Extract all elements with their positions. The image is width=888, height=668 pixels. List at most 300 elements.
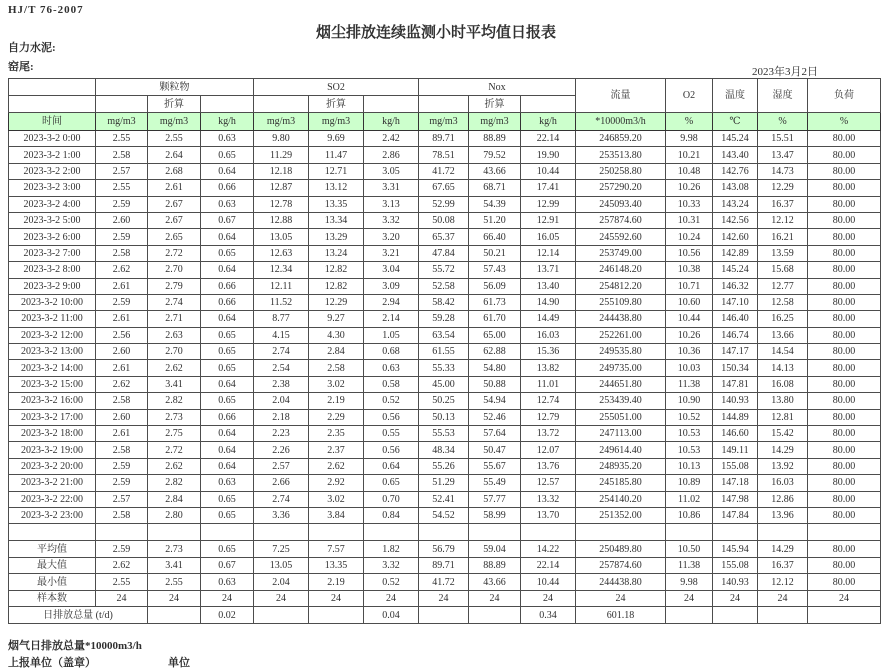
table-row [9,491,881,507]
value-cell: 2.58 [96,442,148,458]
time-cell: 2023-3-2 6:00 [9,229,96,245]
value-cell: 80.00 [808,344,881,360]
value-cell: 13.80 [758,393,808,409]
value-cell: 80.00 [808,507,881,523]
value-cell: 2.82 [148,393,201,409]
value-cell: 249735.00 [576,360,666,376]
page-title: 烟尘排放连续监测小时平均值日报表 [315,25,556,41]
value-cell: 248935.20 [576,458,666,474]
value-cell: 54.39 [469,196,521,212]
value-cell: 13.92 [758,458,808,474]
group-header-nox: Nox [419,79,576,96]
time-cell: 2023-3-2 21:00 [9,475,96,491]
value-cell: 4.30 [309,327,364,343]
value-cell: 10.53 [666,426,713,442]
blank-cell [576,524,666,541]
value-cell: 67.65 [419,180,469,196]
blank-cell [758,524,808,541]
value-cell: 2.57 [96,491,148,507]
value-cell: 61.73 [469,294,521,310]
value-cell: 80.00 [808,262,881,278]
value-cell: 13.29 [309,229,364,245]
time-cell: 2023-3-2 20:00 [9,458,96,474]
summary-value-cell: 0.02 [201,607,254,624]
value-cell: 15.51 [758,131,808,147]
value-cell: 12.14 [521,245,576,261]
summary-value-cell: 3.32 [364,557,419,574]
value-cell: 252261.00 [576,327,666,343]
value-cell: 12.34 [254,262,309,278]
value-cell: 80.00 [808,409,881,425]
value-cell: 80.00 [808,180,881,196]
table-row [9,163,881,179]
table-row [9,212,881,228]
summary-value-cell: 43.66 [469,574,521,591]
value-cell: 0.64 [201,458,254,474]
unit-cell: mg/m3 [254,113,309,131]
value-cell: 2.55 [96,180,148,196]
summary-value-cell: 13.05 [254,557,309,574]
value-cell: 2.70 [148,262,201,278]
blank-cell [521,96,576,113]
value-cell: 2.35 [309,426,364,442]
value-cell: 10.13 [666,458,713,474]
table-row [9,393,881,409]
unit-cell: % [666,113,713,131]
blank-cell [469,524,521,541]
value-cell: 11.01 [521,376,576,392]
value-cell: 0.64 [201,229,254,245]
value-cell: 41.72 [419,163,469,179]
value-cell: 2.73 [148,409,201,425]
blank-cell [808,524,881,541]
value-cell: 2.62 [96,262,148,278]
value-cell: 0.65 [201,147,254,163]
summary-value-cell: 10.44 [521,574,576,591]
value-cell: 45.00 [419,376,469,392]
value-cell: 54.52 [419,507,469,523]
summary-value-cell: 24 [469,590,521,607]
value-cell: 2.84 [148,491,201,507]
value-cell: 80.00 [808,475,881,491]
value-cell: 10.86 [666,507,713,523]
value-cell: 14.29 [758,442,808,458]
unit-cell: *10000m3/h [576,113,666,131]
summary-value-cell: 2.19 [309,574,364,591]
value-cell: 80.00 [808,131,881,147]
summary-value-cell: 88.89 [469,557,521,574]
monitoring-table [8,78,881,624]
summary-value-cell: 0.52 [364,574,419,591]
value-cell: 80.00 [808,393,881,409]
value-cell: 2.55 [148,131,201,147]
value-cell: 2.67 [148,212,201,228]
value-cell: 65.00 [469,327,521,343]
value-cell: 12.07 [521,442,576,458]
value-cell: 66.40 [469,229,521,245]
value-cell: 0.64 [201,311,254,327]
blank-cell [309,524,364,541]
blank-cell [364,524,419,541]
value-cell: 254812.20 [576,278,666,294]
table-row [9,294,881,310]
converted-header-pm: 折算 [148,96,201,113]
summary-value-cell: 24 [309,590,364,607]
value-cell: 0.65 [201,393,254,409]
value-cell: 3.21 [364,245,419,261]
blank-row [9,524,881,541]
value-cell: 2.59 [96,475,148,491]
value-cell: 2.75 [148,426,201,442]
table-row [9,426,881,442]
summary-value-cell: 2.62 [96,557,148,574]
value-cell: 253749.00 [576,245,666,261]
standard-code: HJ/T 76-2007 [8,4,84,16]
time-cell: 2023-3-2 13:00 [9,344,96,360]
value-cell: 3.05 [364,163,419,179]
summary-value-cell: 2.04 [254,574,309,591]
value-cell: 2.61 [148,180,201,196]
value-cell: 146.74 [713,327,758,343]
value-cell: 57.64 [469,426,521,442]
value-cell: 0.65 [201,327,254,343]
value-cell: 55.53 [419,426,469,442]
value-cell: 146.60 [713,426,758,442]
value-cell: 12.29 [309,294,364,310]
value-cell: 3.32 [364,212,419,228]
value-cell: 78.51 [419,147,469,163]
value-cell: 10.03 [666,360,713,376]
summary-value-cell: 24 [808,590,881,607]
value-cell: 2.61 [96,278,148,294]
summary-value-cell: 24 [201,590,254,607]
summary-value-cell: 9.98 [666,574,713,591]
value-cell: 0.64 [201,262,254,278]
value-cell: 80.00 [808,458,881,474]
summary-label: 平均值 [9,541,96,558]
value-cell: 2.60 [96,212,148,228]
summary-value-cell: 14.22 [521,541,576,558]
value-cell: 9.98 [666,131,713,147]
summary-value-cell: 2.55 [96,574,148,591]
blank-cell [96,96,148,113]
value-cell: 140.93 [713,393,758,409]
value-cell: 143.08 [713,180,758,196]
value-cell: 0.64 [201,442,254,458]
value-cell: 12.77 [758,278,808,294]
value-cell: 2.57 [254,458,309,474]
summary-value-cell: 22.14 [521,557,576,574]
value-cell: 80.00 [808,491,881,507]
value-cell: 3.09 [364,278,419,294]
report-date: 2023年3月2日 [752,66,818,78]
summary-value-cell: 80.00 [808,574,881,591]
value-cell: 88.89 [469,131,521,147]
value-cell: 0.65 [364,475,419,491]
value-cell: 147.17 [713,344,758,360]
blank-cell [419,96,469,113]
value-cell: 2.59 [96,458,148,474]
blank-cell [96,524,148,541]
unit-cell: % [808,113,881,131]
value-cell: 253439.40 [576,393,666,409]
blank-cell [201,524,254,541]
value-cell: 12.99 [521,196,576,212]
unit-cell: mg/m3 [419,113,469,131]
col-header-flow: 流量 [576,79,666,113]
value-cell: 0.67 [201,212,254,228]
value-cell: 13.72 [521,426,576,442]
table-row [9,360,881,376]
value-cell: 12.63 [254,245,309,261]
converted-header-nox: 折算 [469,96,521,113]
value-cell: 0.68 [364,344,419,360]
summary-value-cell: 89.71 [419,557,469,574]
value-cell: 147.10 [713,294,758,310]
summary-row [9,557,881,574]
value-cell: 50.88 [469,376,521,392]
value-cell: 147.81 [713,376,758,392]
value-cell: 3.13 [364,196,419,212]
value-cell: 12.57 [521,475,576,491]
value-cell: 2.80 [148,507,201,523]
table-row [9,376,881,392]
value-cell: 80.00 [808,360,881,376]
header-group-row [9,79,881,96]
value-cell: 12.71 [309,163,364,179]
value-cell: 245185.80 [576,475,666,491]
value-cell: 13.12 [309,180,364,196]
value-cell: 3.36 [254,507,309,523]
table-row [9,442,881,458]
value-cell: 80.00 [808,163,881,179]
value-cell: 13.35 [309,196,364,212]
value-cell: 0.84 [364,507,419,523]
value-cell: 142.60 [713,229,758,245]
value-cell: 17.41 [521,180,576,196]
value-cell: 257874.60 [576,212,666,228]
value-cell: 146.32 [713,278,758,294]
data-rows [9,131,881,524]
table-row [9,311,881,327]
value-cell: 142.76 [713,163,758,179]
value-cell: 2.74 [148,294,201,310]
value-cell: 11.29 [254,147,309,163]
value-cell: 2.38 [254,376,309,392]
value-cell: 12.79 [521,409,576,425]
value-cell: 14.90 [521,294,576,310]
value-cell: 13.66 [758,327,808,343]
table-row [9,327,881,343]
blank-cell [148,524,201,541]
summary-value-cell: 2.59 [96,541,148,558]
blank-cell [254,524,309,541]
value-cell: 89.71 [419,131,469,147]
value-cell: 80.00 [808,311,881,327]
value-cell: 52.99 [419,196,469,212]
value-cell: 11.52 [254,294,309,310]
summary-value-cell: 59.04 [469,541,521,558]
value-cell: 144.89 [713,409,758,425]
time-cell: 2023-3-2 16:00 [9,393,96,409]
value-cell: 13.34 [309,212,364,228]
blank-cell [9,524,96,541]
value-cell: 51.29 [419,475,469,491]
summary-value-cell: 80.00 [808,541,881,558]
value-cell: 0.70 [364,491,419,507]
value-cell: 55.33 [419,360,469,376]
time-cell: 2023-3-2 18:00 [9,426,96,442]
value-cell: 246859.20 [576,131,666,147]
value-cell: 146.40 [713,311,758,327]
value-cell: 10.33 [666,196,713,212]
summary-value-cell: 140.93 [713,574,758,591]
summary-value-cell: 24 [666,590,713,607]
col-header-o2: O2 [666,79,713,113]
value-cell: 2.61 [96,311,148,327]
unit-label: 单位 [168,657,190,668]
value-cell: 2.60 [96,344,148,360]
value-cell: 2.74 [254,491,309,507]
time-cell: 2023-3-2 14:00 [9,360,96,376]
value-cell: 4.15 [254,327,309,343]
value-cell: 16.05 [521,229,576,245]
value-cell: 58.42 [419,294,469,310]
value-cell: 3.20 [364,229,419,245]
value-cell: 47.84 [419,245,469,261]
value-cell: 0.64 [201,376,254,392]
value-cell: 147.84 [713,507,758,523]
summary-value-cell: 24 [364,590,419,607]
value-cell: 0.63 [201,196,254,212]
value-cell: 0.64 [201,163,254,179]
time-cell: 2023-3-2 22:00 [9,491,96,507]
time-cell: 2023-3-2 2:00 [9,163,96,179]
value-cell: 0.63 [201,131,254,147]
value-cell: 2.68 [148,163,201,179]
value-cell: 12.58 [758,294,808,310]
value-cell: 2.58 [96,393,148,409]
value-cell: 9.69 [309,131,364,147]
summary-value-cell: 2.73 [148,541,201,558]
value-cell: 2.62 [148,360,201,376]
value-cell: 0.58 [364,376,419,392]
value-cell: 147.18 [713,475,758,491]
value-cell: 257290.20 [576,180,666,196]
company-name: 自力水泥: [8,42,56,54]
value-cell: 2.56 [96,327,148,343]
value-cell: 10.44 [666,311,713,327]
summary-value-cell: 10.50 [666,541,713,558]
summary-value-cell: 257874.60 [576,557,666,574]
value-cell: 12.82 [309,262,364,278]
value-cell: 2.74 [254,344,309,360]
summary-row [9,574,881,591]
units-row [9,113,881,131]
value-cell: 43.66 [469,163,521,179]
value-cell: 56.09 [469,278,521,294]
value-cell: 0.64 [201,426,254,442]
value-cell: 0.56 [364,409,419,425]
value-cell: 10.48 [666,163,713,179]
value-cell: 2.72 [148,245,201,261]
value-cell: 54.80 [469,360,521,376]
value-cell: 2.82 [148,475,201,491]
value-cell: 2.86 [364,147,419,163]
value-cell: 55.49 [469,475,521,491]
spacer-row [9,524,881,541]
value-cell: 2.57 [96,163,148,179]
value-cell: 2.64 [148,147,201,163]
summary-value-cell: 56.79 [419,541,469,558]
value-cell: 2.55 [96,131,148,147]
summary-value-cell: 11.38 [666,557,713,574]
value-cell: 2.61 [96,426,148,442]
unit-cell: kg/h [364,113,419,131]
value-cell: 2.26 [254,442,309,458]
value-cell: 14.73 [758,163,808,179]
value-cell: 55.26 [419,458,469,474]
unit-cell: mg/m3 [309,113,364,131]
value-cell: 16.08 [758,376,808,392]
value-cell: 2.58 [96,507,148,523]
value-cell: 2.94 [364,294,419,310]
value-cell: 2.37 [309,442,364,458]
monitor-point: 窑尾: [8,61,34,73]
blank-cell [713,524,758,541]
summary-label: 日排放总量 (t/d) [9,607,148,624]
value-cell: 2.14 [364,311,419,327]
value-cell: 143.40 [713,147,758,163]
group-header-pm: 颗粒物 [96,79,254,96]
value-cell: 52.58 [419,278,469,294]
value-cell: 79.52 [469,147,521,163]
value-cell: 245093.40 [576,196,666,212]
summary-value-cell: 24 [148,590,201,607]
value-cell: 12.88 [254,212,309,228]
summary-value-cell: 244438.80 [576,574,666,591]
unit-cell: mg/m3 [469,113,521,131]
summary-value-cell: 7.25 [254,541,309,558]
value-cell: 11.47 [309,147,364,163]
value-cell: 12.91 [521,212,576,228]
value-cell: 52.46 [469,409,521,425]
summary-value-cell [419,607,469,624]
value-cell: 12.86 [758,491,808,507]
table-row [9,245,881,261]
value-cell: 12.12 [758,212,808,228]
value-cell: 2.63 [148,327,201,343]
table-row [9,147,881,163]
value-cell: 254140.20 [576,491,666,507]
value-cell: 12.11 [254,278,309,294]
value-cell: 16.21 [758,229,808,245]
summary-value-cell [808,607,881,624]
value-cell: 57.77 [469,491,521,507]
value-cell: 80.00 [808,196,881,212]
value-cell: 2.67 [148,196,201,212]
value-cell: 15.36 [521,344,576,360]
value-cell: 2.92 [309,475,364,491]
summary-label: 最小值 [9,574,96,591]
value-cell: 12.87 [254,180,309,196]
summary-value-cell: 250489.80 [576,541,666,558]
value-cell: 63.54 [419,327,469,343]
table-row [9,180,881,196]
table-row [9,262,881,278]
unit-cell: ℃ [713,113,758,131]
value-cell: 149.11 [713,442,758,458]
